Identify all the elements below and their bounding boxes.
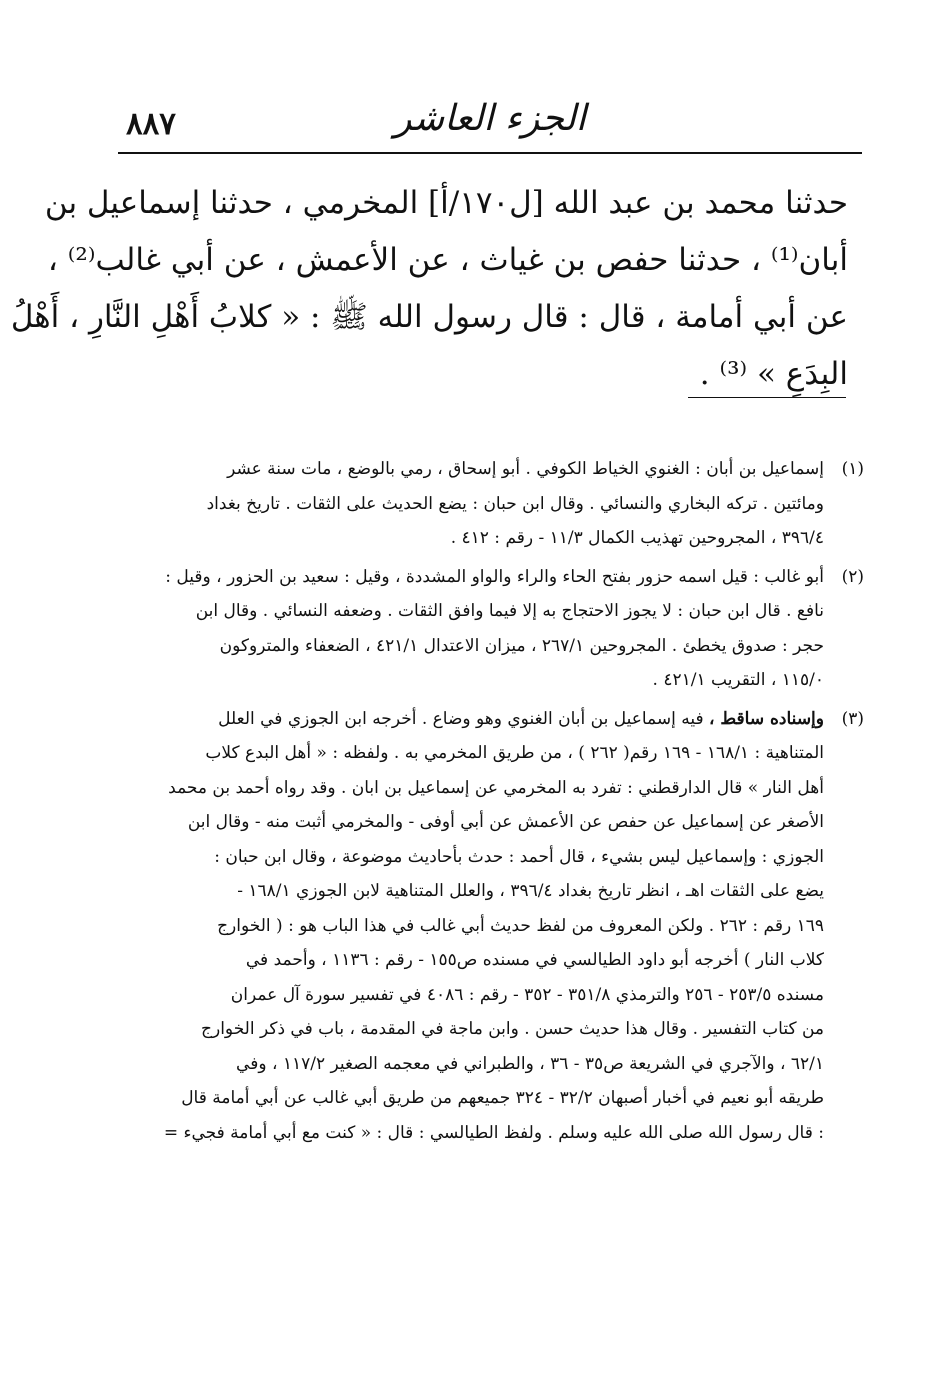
footnote-line-first [118,702,824,737]
footnote-body [118,452,824,556]
footnote-1 [118,452,864,556]
hadith-text [10,175,848,403]
footnote-marker: (٣) [841,708,864,729]
footnote-marker: (٢) [841,566,864,587]
hadith-line: حدثنا محمد بن عبد الله [ل١٧٠/أ] المخرمي ، حدثنا إسماعيل بن [44,185,848,221]
footnote-first-rest: فيه إسماعيل بن أبان الغنوي وهو وضاع . أخرجه ابن الجوزي في العلل [218,708,710,729]
page-number: ٨٨٧ [126,106,176,142]
footnote-line: من كتاب التفسير . وقال هذا حديث حسن . وابن ماجة في المقدمة ، باب في ذكر الخوارج [201,1019,824,1039]
footnote-line: أهل النار » قال الدارقطني : تفرد به المخرمي عن إسماعيل بن ابان . وقد رواه أحمد بن محمد [168,777,824,798]
footnote-lead-bold: وإسناده ساقط ، [709,708,824,729]
hadith-line: البِدَعِ » ⁽³⁾ . [699,356,848,392]
footnote-body [118,702,824,1151]
footnote-line: كلاب النار ) أخرجه أبو داود الطيالسي في مسنده ص١٥٥ - رقم : ١١٣٦ ، وأحمد في [245,950,824,970]
footnote-line: : قال رسول الله صلى الله عليه وسلم . ولفظ الطيالسي : قال : « كنت مع أبي أمامة فجيء = [163,1122,824,1143]
footnote-body [118,560,824,698]
footnote-line: الأصغر عن إسماعيل عن حفص عن الأعمش عن أبي أوفى - والمخرمي أثبت منه - وقال ابن [187,812,824,832]
footnote-line: الجوزي : وإسماعيل ليس بشيء ، قال أحمد : حدث بأحاديث موضوعة ، وقال ابن حبان : [214,846,824,867]
footnote-line: طريقه أبو نعيم في أخبار أصبهان ٣٢/٢ - ٣٢٤ جميعهم من طريق أبي غالب عن أبي أمامة قال [181,1088,824,1108]
footnote-line: المتناهية : ١٦٨/١ - ١٦٩ رقم( ٢٦٢ ) ، من طريق المخرمي به . ولفظه : « أهل البدع كلاب [205,743,824,763]
footnote-line: نافع . قال ابن حبان : لا يجوز الاحتجاج به إلا فيما وافق الثقات . وضعفه النسائي . وقال ابن [195,601,824,621]
footnote-line: يضع على الثقات اهـ ، انظر تاريخ بغداد ٣٩٦/٤ ، والعلل المتناهية لابن الجوزي ١٦٨/١ - [237,881,824,901]
footnote-line: ٦٢/١ ، والآجري في الشريعة ص٣٥ - ٣٦ ، والطبراني في معجمه الصغير ١١٧/٢ ، وفي [236,1053,824,1074]
hadith-line: عن أبي أمامة ، قال : قال رسول الله ﷺ : « كلابُ أَهْلِ النَّارِ ، أَهْلُ [10,299,848,335]
footnote-line: مسنده ٢٥٣/٥ - ٢٥٦ والترمذي ٣٥١/٨ - ٣٥٢ - رقم : ٤٠٨٦ في تفسير سورة آل عمران [230,984,824,1005]
footnote-3 [118,702,864,1151]
footnote-line: إسماعيل بن أبان : الغنوي الخياط الكوفي . أبو إسحاق ، رمي بالوضع ، مات سنة عشر [227,459,824,479]
footnote-2 [118,560,864,698]
footnote-line: ٣٩٦/٤ ، المجروحين تهذيب الكمال ١١/٣ - رقم : ٤١٢ . [450,528,824,548]
part-title: الجزء العاشر [394,98,586,139]
footnote-line: ١٦٩ رقم : ٢٦٢ . ولكن المعروف من لفظ حديث أبي غالب في هذا الباب هو : ( الخوارج [217,915,824,936]
footnote-line: حجر : صدوق يخطئ . المجروحين ٢٦٧/١ ، ميزان الاعتدال ٤٢١/١ ، الضعفاء والمتروكون [219,635,824,656]
footnote-marker: (١) [841,459,864,479]
footnote-line: أبو غالب : قيل اسمه حزور بفتح الحاء والراء والواو المشددة ، وقيل : سعيد بن الحزور ، وقيل : [165,566,824,587]
footnote-line: ١١٥/٠ ، التقريب ٤٢١/١ . [652,670,824,690]
footnotes [118,452,864,1154]
page-header [118,92,862,154]
footnote-separator [688,397,846,398]
hadith-line: أبان⁽¹⁾ ، حدثنا حفص بن غياث ، عن الأعمش ، عن أبي غالب⁽²⁾ ، [47,242,848,278]
footnote-line: ومائتين . تركه البخاري والنسائي . وقال ابن حبان : يضع الحديث على الثقات . تاريخ بغداد [206,493,824,514]
